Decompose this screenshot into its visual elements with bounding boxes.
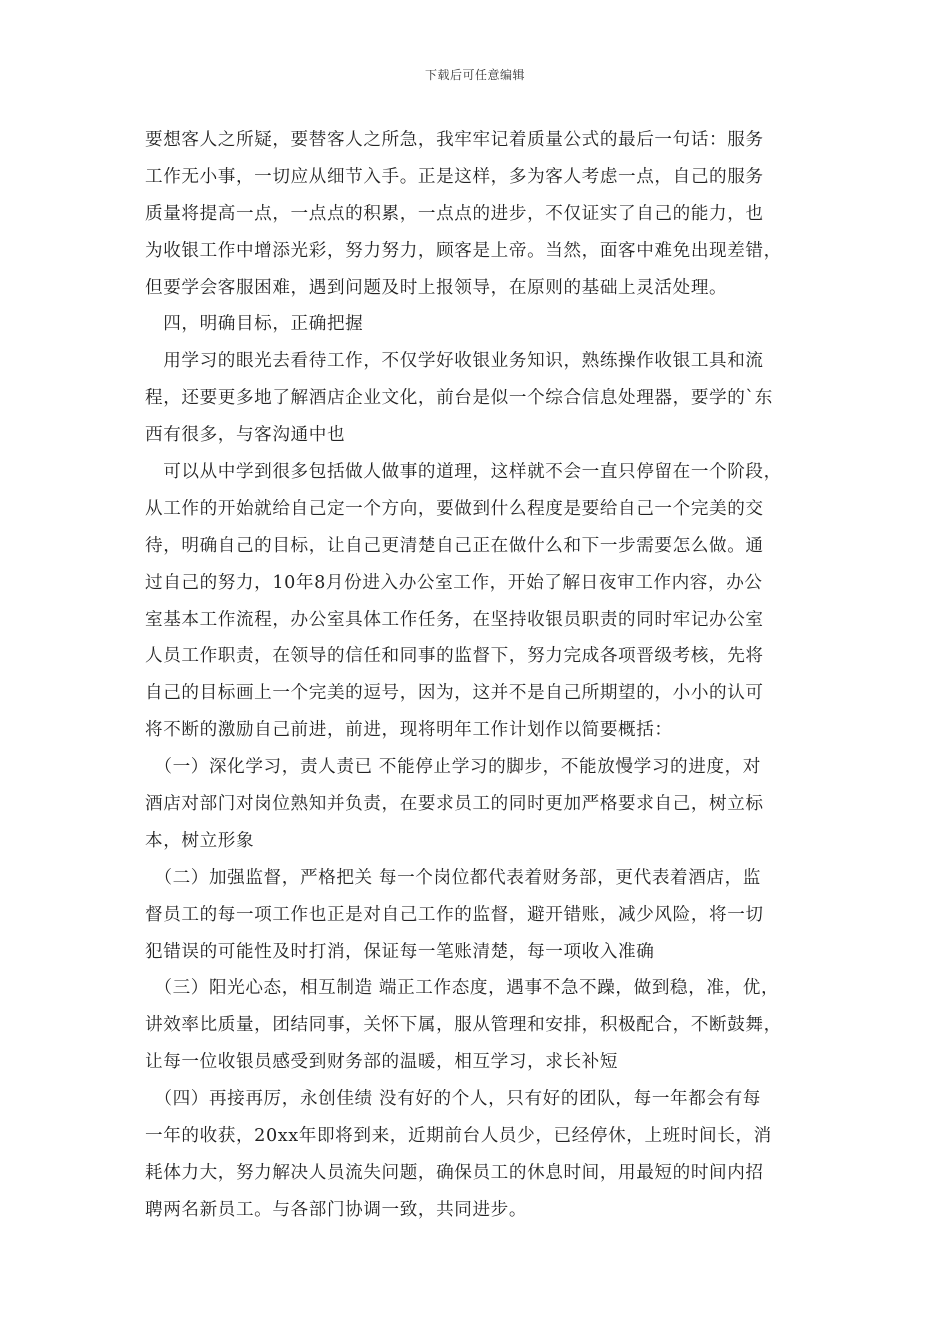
text-line: 讲效率比质量，团结同事，关怀下属，服从管理和安排，积极配合，不断鼓舞， [145, 1015, 782, 1036]
text-line: 但要学会客服困难，遇到问题及时上报领导，在原则的基础上灵活处理。 [145, 277, 728, 298]
text-line: 从工作的开始就给自己定一个方向，要做到什么程度是要给自己一个完美的交 [145, 498, 764, 519]
text-line: 督员工的每一项工作也正是对自己工作的监督，避开错账，减少风险，将一切 [145, 904, 764, 925]
text-line: 耗体力大，努力解决人员流失问题，确保员工的休息时间，用最短的时间内招 [145, 1162, 764, 1183]
text-line: 程，还要更多地了解酒店企业文化，前台是似一个综合信息处理器，要学的`东 [145, 388, 773, 409]
text-line: 用学习的眼光去看待工作，不仅学好收银业务知识，熟练操作收银工具和流 [145, 351, 764, 372]
body-text [145, 122, 815, 1229]
section-heading: 四，明确目标，正确把握 [145, 314, 364, 335]
text-line: 一年的收获，20xx年即将到来，近期前台人员少，已经停休，上班时间长，消 [145, 1126, 772, 1147]
text-line: 将不断的激励自己前进，前进，现将明年工作计划作以简要概括： [145, 720, 673, 741]
text-line: 犯错误的可能性及时打消，保证每一笔账清楚，每一项收入准确 [145, 941, 655, 962]
plan-item-4: （四）再接再厉，永创佳绩 没有好的个人，只有好的团队，每一年都会有每 [145, 1089, 761, 1110]
text-line: 酒店对部门对岗位熟知并负责，在要求员工的同时更加严格要求自己，树立标 [145, 794, 764, 815]
text-line: 本，树立形象 [145, 830, 255, 851]
plan-item-2: （二）加强监督，严格把关 每一个岗位都代表着财务部，更代表着酒店，监 [145, 867, 761, 888]
text-line: 可以从中学到很多包括做人做事的道理，这样就不会一直只停留在一个阶段， [145, 462, 782, 483]
plan-item-3: （三）阳光心态，相互制造 端正工作态度，遇事不急不躁，做到稳，准，优， [145, 978, 780, 999]
text-line: 要想客人之所疑，要替客人之所急，我牢牢记着质量公式的最后一句话：服务 [145, 130, 764, 150]
text-line: 聘两名新员工。与各部门协调一致，共同进步。 [145, 1199, 528, 1220]
text-line: 西有很多，与客沟通中也 [145, 425, 346, 446]
text-line: 过自己的努力，10年8月份进入办公室工作，开始了解日夜审工作内容，办公 [145, 572, 763, 593]
text-line: 室基本工作流程，办公室具体工作任务，在坚持收银员职责的同时牢记办公室 [145, 609, 764, 630]
text-line: 自己的目标画上一个完美的逗号，因为，这并不是自己所期望的，小小的认可 [145, 683, 764, 704]
text-line: 工作无小事，一切应从细节入手。正是这样，多为客人考虑一点，自己的服务 [145, 166, 764, 187]
text-line: 待，明确自己的目标，让自己更清楚自己正在做什么和下一步需要怎么做。通 [145, 535, 764, 556]
text-line: 为收银工作中增添光彩，努力努力，顾客是上帝。当然，面客中难免出现差错， [145, 240, 782, 261]
text-line: 质量将提高一点，一点点的积累，一点点的进步，不仅证实了自己的能力，也 [145, 203, 764, 224]
text-line: 让每一位收银员感受到财务部的温暖，相互学习，求长补短 [145, 1052, 619, 1073]
text-line: 人员工作职责，在领导的信任和同事的监督下，努力完成各项晋级考核，先将 [145, 646, 764, 667]
page-header-note: 下载后可任意编辑 [424, 68, 525, 82]
plan-item-1: （一）深化学习，责人责已 不能停止学习的脚步，不能放慢学习的进度，对 [145, 757, 761, 778]
